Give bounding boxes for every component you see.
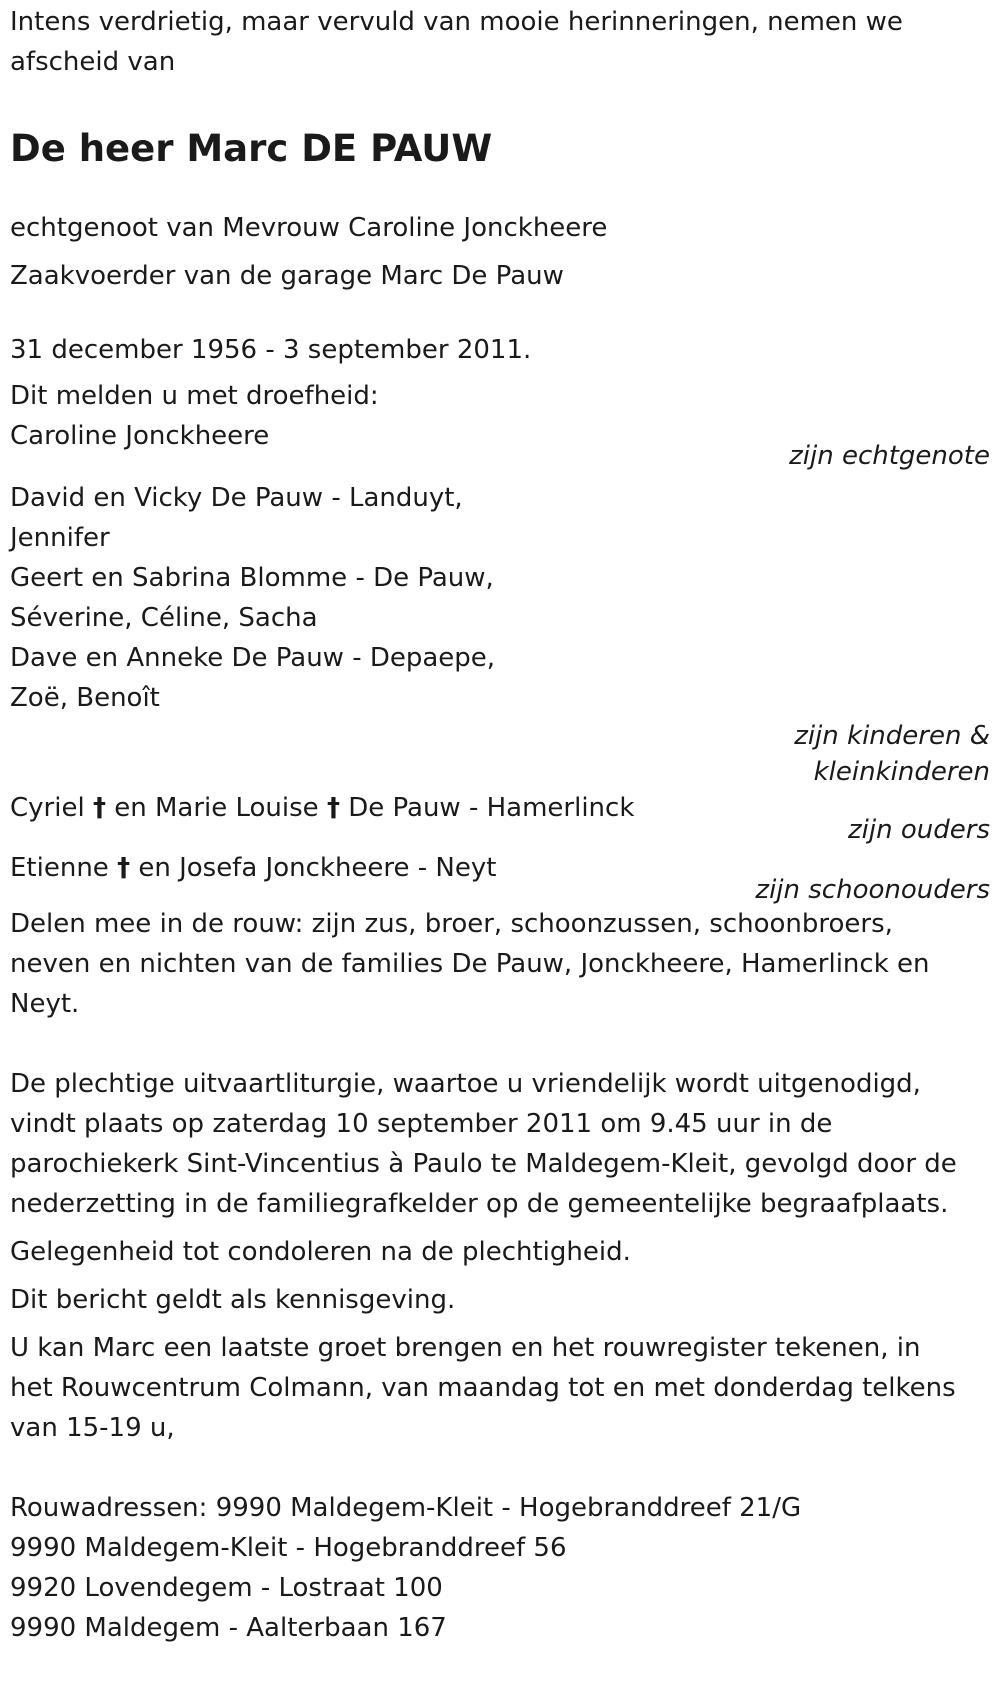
child-line: Dave en Anneke De Pauw - Depaepe, (10, 643, 496, 673)
condolence-line: Gelegenheid tot condoleren na de plechtigheid. (10, 1237, 631, 1267)
family-line: neven en nichten van de families De Pauw, Jonckheere, Hamerlinck en (10, 949, 930, 979)
deceased-name: De heer Marc DE PAUW (10, 127, 493, 170)
child-line: David en Vicky De Pauw - Landuyt, (10, 483, 463, 513)
spouse-role: zijn echtgenote (789, 441, 990, 471)
intro-line-2: afscheid van (10, 47, 176, 77)
spouse-name: Caroline Jonckheere (10, 421, 270, 451)
ceremony-line: nederzetting in de familiegrafkelder op de gemeentelijke begraafplaats. (10, 1189, 949, 1219)
parent-name-mid: en Marie Louise (114, 793, 319, 823)
cross-icon: † (117, 853, 131, 883)
parents-role: zijn ouders (848, 815, 990, 845)
spouse-line: echtgenoot van Mevrouw Caroline Jonckheere (10, 213, 608, 243)
children-role-1: zijn kinderen & (794, 721, 990, 751)
child-line: Séverine, Céline, Sacha (10, 603, 318, 633)
cross-icon: † (326, 793, 340, 823)
in-law-name-1: Etienne (10, 853, 109, 883)
address-line: Rouwadressen: 9990 Maldegem-Kleit - Hogebranddreef 21/G (10, 1493, 802, 1523)
in-laws-role: zijn schoonouders (755, 875, 990, 905)
life-dates: 31 december 1956 - 3 september 2011. (10, 335, 532, 365)
notice-line: Dit bericht geldt als kennisgeving. (10, 1285, 456, 1315)
children-role-2: kleinkinderen (813, 757, 990, 787)
visit-line: van 15-19 u, (10, 1413, 175, 1443)
visit-line: U kan Marc een laatste groet brengen en het rouwregister tekenen, in (10, 1333, 921, 1363)
cross-icon: † (92, 793, 106, 823)
child-line: Geert en Sabrina Blomme - De Pauw, (10, 563, 494, 593)
address-line: 9990 Maldegem - Aalterbaan 167 (10, 1613, 447, 1643)
child-line: Jennifer (10, 523, 110, 553)
child-line: Zoë, Benoît (10, 683, 160, 713)
occupation-line: Zaakvoerder van de garage Marc De Pauw (10, 261, 564, 291)
announcers-intro: Dit melden u met droefheid: (10, 381, 379, 411)
address-line: 9920 Lovendegem - Lostraat 100 (10, 1573, 443, 1603)
parent-name-1: Cyriel (10, 793, 85, 823)
ceremony-line: vindt plaats op zaterdag 10 september 2011 om 9.45 uur in de (10, 1109, 833, 1139)
visit-line: het Rouwcentrum Colmann, van maandag tot en met donderdag telkens (10, 1373, 956, 1403)
ceremony-line: De plechtige uitvaartliturgie, waartoe u vriendelijk wordt uitgenodigd, (10, 1069, 921, 1099)
address-line: 9990 Maldegem-Kleit - Hogebranddreef 56 (10, 1533, 567, 1563)
in-law-rest: en Josefa Jonckheere - Neyt (138, 853, 497, 883)
obituary-notice (10, 2, 990, 1648)
ceremony-line: parochiekerk Sint-Vincentius à Paulo te Maldegem-Kleit, gevolgd door de (10, 1149, 957, 1179)
parent-name-2: De Pauw - Hamerlinck (348, 793, 635, 823)
family-line: Neyt. (10, 989, 80, 1019)
intro-line-1: Intens verdrietig, maar vervuld van mooie herinneringen, nemen we (10, 7, 903, 37)
family-line: Delen mee in de rouw: zijn zus, broer, schoonzussen, schoonbroers, (10, 909, 893, 939)
